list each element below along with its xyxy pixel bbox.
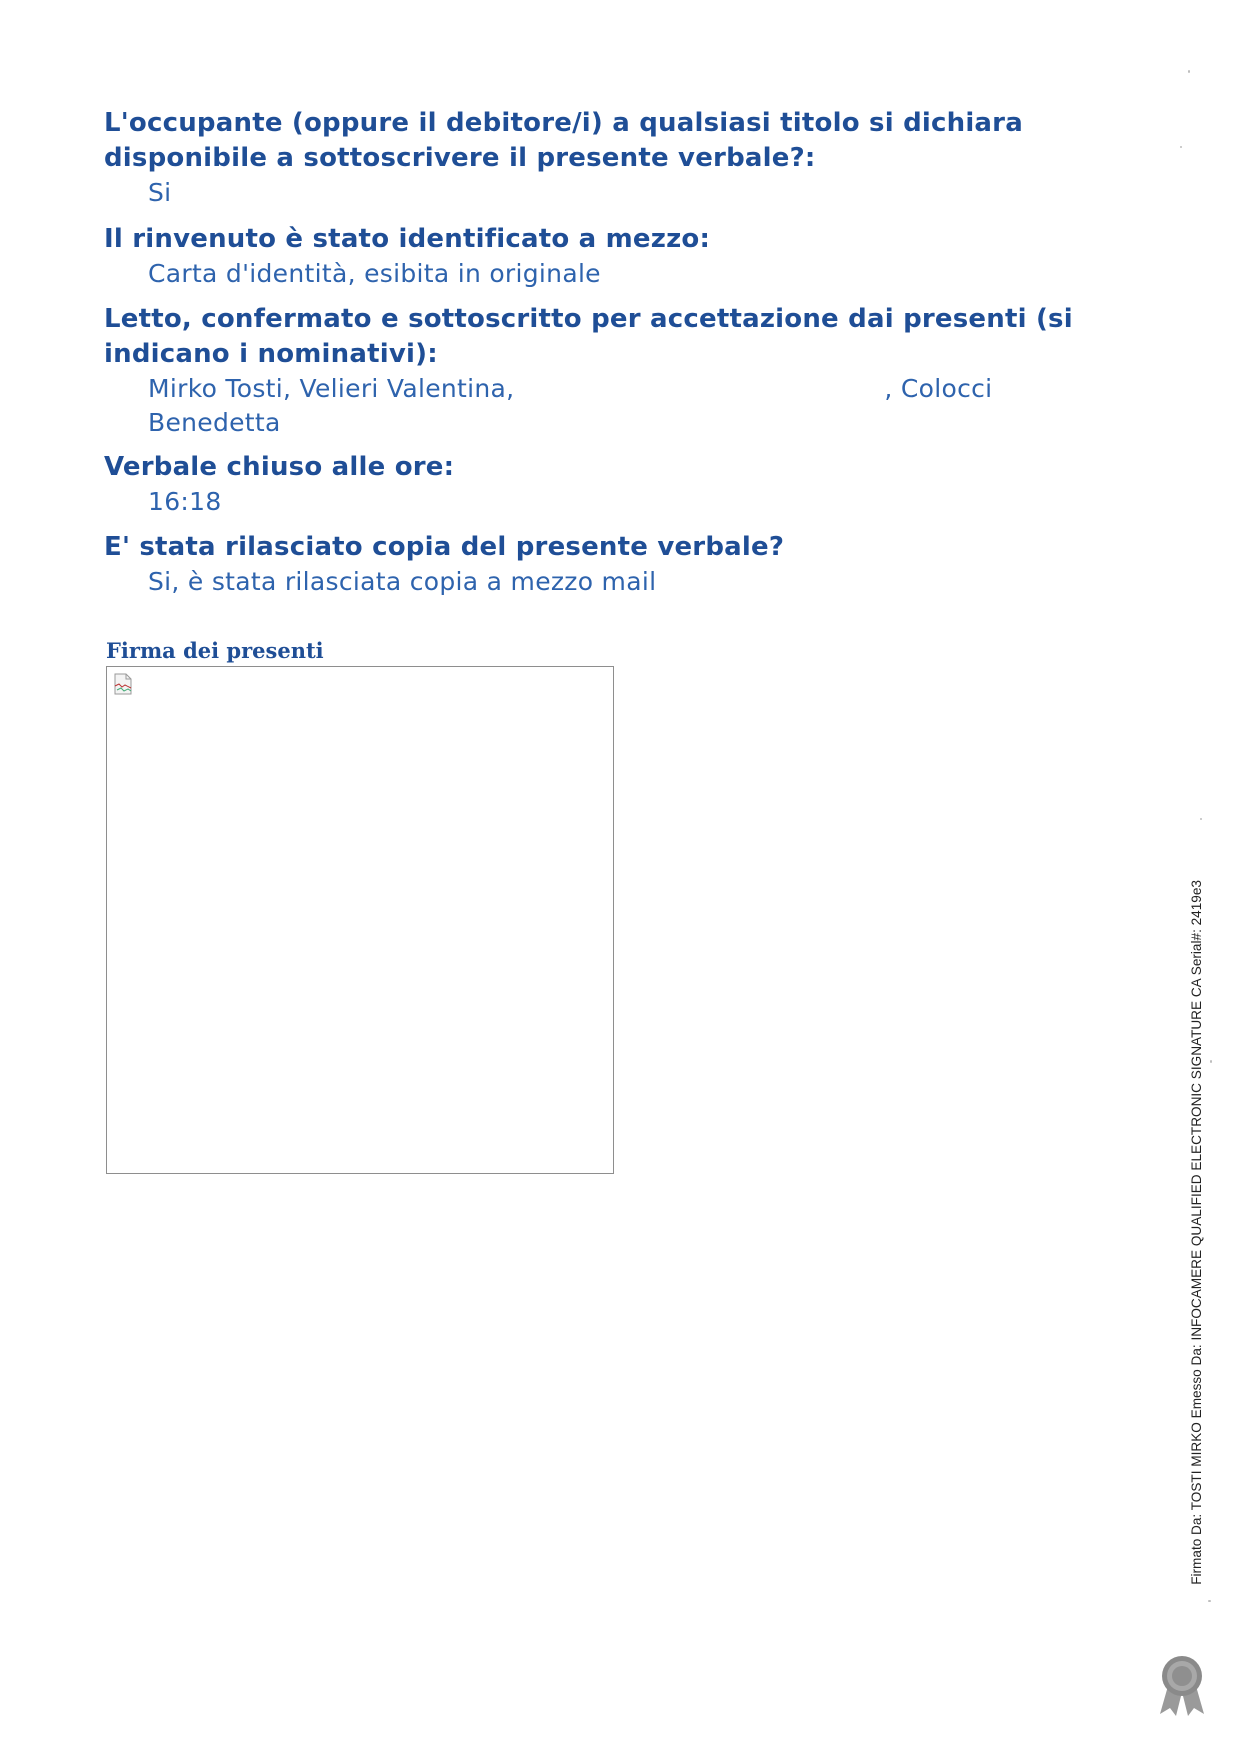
- question-copy-released: E' stata rilasciato copia del presente verbale?: [104, 532, 785, 562]
- answer-signatories: [104, 372, 1134, 440]
- broken-image-icon: [113, 673, 133, 695]
- section-closing-time: [104, 450, 1134, 519]
- scan-speck: [1188, 70, 1190, 73]
- answer-closing-time: 16:18: [148, 487, 222, 516]
- question-occupant-availability: L'occupante (oppure il debitore/i) a qualsiasi titolo si dichiara disponibile a sottoscrivere il presente verbale?:: [104, 108, 1023, 173]
- section-occupant-availability: [104, 106, 1134, 210]
- section-signatories: [104, 302, 1134, 440]
- question-signatories: Letto, confermato e sottoscritto per accettazione dai presenti (si indicano i nominativi):: [104, 304, 1073, 369]
- signature-box: [106, 666, 614, 1174]
- question-closing-time: Verbale chiuso alle ore:: [104, 452, 455, 482]
- answer-signatories-part3: Benedetta: [148, 408, 281, 437]
- digital-signature-stamp: [1172, 880, 1206, 1640]
- scan-speck: [1200, 818, 1202, 820]
- answer-signatories-part1: Mirko Tosti, Velieri Valentina,: [148, 374, 515, 403]
- answer-identification: Carta d'identità, esibita in originale: [148, 259, 601, 288]
- scan-speck: [1180, 146, 1182, 148]
- section-identification: [104, 222, 1134, 291]
- scan-speck: [1208, 1600, 1211, 1602]
- scan-speck: [1210, 1060, 1212, 1063]
- answer-copy-released: Si, è stata rilasciata copia a mezzo mail: [148, 567, 657, 596]
- answer-occupant-availability: Si: [148, 178, 172, 207]
- section-copy-released: [104, 530, 1134, 599]
- certificate-seal-icon: [1154, 1652, 1210, 1718]
- signature-label: Firma dei presenti: [106, 638, 324, 663]
- answer-signatories-part2: , Colocci: [884, 374, 993, 403]
- digital-signature-stamp-text: Firmato Da: TOSTI MIRKO Emesso Da: INFOCAMERE QUALIFIED ELECTRONIC SIGNATURE CA Serial#: 2419e3: [1189, 880, 1204, 1585]
- question-identification: Il rinvenuto è stato identificato a mezzo:: [104, 224, 711, 254]
